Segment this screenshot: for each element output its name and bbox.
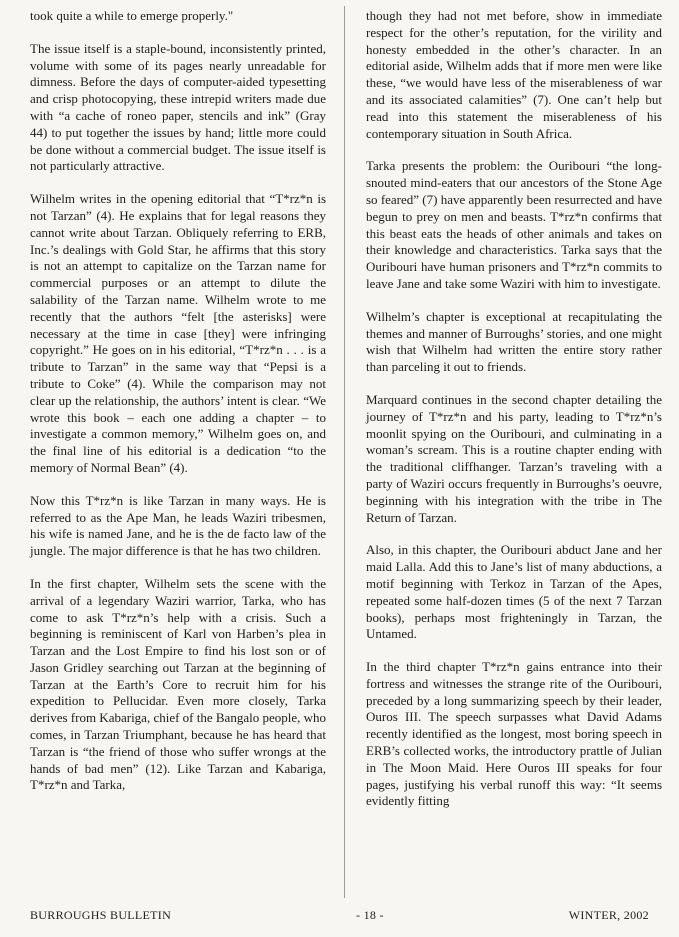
page-number: - 18 - xyxy=(356,908,384,922)
paragraph: Now this T*rz*n is like Tarzan in many ways. He is referred to as the Ape Man, he leads Waziri tribesmen, his wife is named Jane, and he is the de facto law of the jungle. The major difference is that he has two children. xyxy=(30,492,326,559)
paragraph: The issue itself is a staple-bound, inconsistently printed, volume with some of its pages nearly unreadable for dimness. Before the days of computer-aided typesetting and crisp photocopying, these intrepid writers made due with “a cache of roneo paper, stencils and ink” (Gray 44) to put together the issues by hand; little more could be done without a commercial budget. The issue itself is not particularly attractive. xyxy=(30,40,326,174)
paragraph: In the third chapter T*rz*n gains entrance into their fortress and witnesses the strange rite of the Ouribouri, preceded by a long summarizing speech by their leader, Ouros III. The speech surpasses what David Adams recently identified as the longest, most boring speech in ERB’s collected works, the introductory prattle of Julian in The Moon Maid. Here Ouros III speaks for four pages, justifying his verbal runoff this way: “It seems evidently fitting xyxy=(366,659,662,809)
left-column xyxy=(30,8,326,810)
column-divider xyxy=(344,6,345,898)
paragraph: Also, in this chapter, the Ouribouri abduct Jane and her maid Lalla. Add this to Jane’s list of many abductions, a motif beginning with Terkoz in Tarzan of the Apes, repeated some half-dozen times (5 of the next 7 Tarzan books), perhaps most frighteningly in Tarzan, the Untamed. xyxy=(366,542,662,642)
paragraph: Wilhelm writes in the opening editorial that “T*rz*n is not Tarzan” (4). He explains that for legal reasons they cannot write about Tarzan. Obliquely referring to ERB, Inc.’s dealings with Gold Star, he affirms that this story is not an attempt to capitalize on the Tarzan name for commercial purposes or an attempt to dilute the salability of the Tarzan name. Wilhelm wrote to me recently that the authors “felt [the asterisks] were necessary at the time in case [they] were infringing copyright.” He goes on in his editorial, “T*rz*n . . . is a tribute to Tarzan” in the same way that “Pepsi is a tribute to Coke” (4). While the comparison may not clear up the relationship, the authors’ intent is clear. “We wrote this book – each one adding a chapter – to investigate a common memory,” Wilhelm goes on, and the final line of his editorial is a dedication “to the memory of Normal Bean” (4). xyxy=(30,191,326,475)
publication-name: BURROUGHS BULLETIN xyxy=(30,908,172,922)
page-footer xyxy=(30,908,649,923)
paragraph: In the first chapter, Wilhelm sets the scene with the arrival of a legendary Waziri warrior, Tarka, who has come to ask T*rz*n’s help with a crisis. Such a beginning is reminiscent of Karl von Harben’s plea in Tarzan and the Lost Empire to find his lost son or of Jason Gridley searching out Tarzan at the beginning of Tarzan at the Earth’s Core to recruit him for his expedition to Pellucidar. Even more closely, Tarka derives from Kabariga, chief of the Bangalo people, who comes, in Tarzan Triumphant, because he has heard that Tarzan is “the friend of those who suffer wrongs at the hands of bad men” (12). Like Tarzan and Kabariga, T*rz*n and Tarka, xyxy=(30,575,327,793)
paragraph: Tarka presents the problem: the Ouribouri “the long-snouted mind-eaters that our ancestors of the Stone Age so feared” (7) have apparently been resurrected and have begun to prey on men and beasts. T*rz*n confirms that this beast eats the heads of other animals and takes on their knowledge and characteristics. Tarka says that the Ouribouri have human prisoners and T*rz*n commits to leave Jane and take some Waziri with him to investigate. xyxy=(366,158,662,291)
paragraph: took quite a while to emerge properly." xyxy=(30,8,234,23)
paragraph: Marquard continues in the second chapter detailing the journey of T*rz*n and his party, leading to T*rz*n’s moonlit spying on the Ouribouri, and culminating in a woman’s scream. This is a routine chapter ending with the traditional cliffhanger. Tarzan’s traveling with a party of Waziri occurs frequently in Burroughs’s oeuvre, beginning with his integration with the tribe in The Return of Tarzan. xyxy=(366,391,662,525)
paragraph: though they had not met before, show in immediate respect for the other’s reputation, for the virility and honesty embedded in the other’s character. In an editorial aside, Wilhelm adds that if more men were like these, “we would have less of the miserableness of war and its associated calamities” (7). One can’t help but read into this statement the miserableness of his contemporary situation in South Africa. xyxy=(366,8,662,141)
right-column xyxy=(366,8,662,826)
issue-date: WINTER, 2002 xyxy=(568,908,649,922)
paragraph: Wilhelm’s chapter is exceptional at recapitulating the themes and manner of Burroughs’ stories, and one might wish that Wilhelm had written the entire story rather than parceling it out to friends. xyxy=(366,308,662,375)
